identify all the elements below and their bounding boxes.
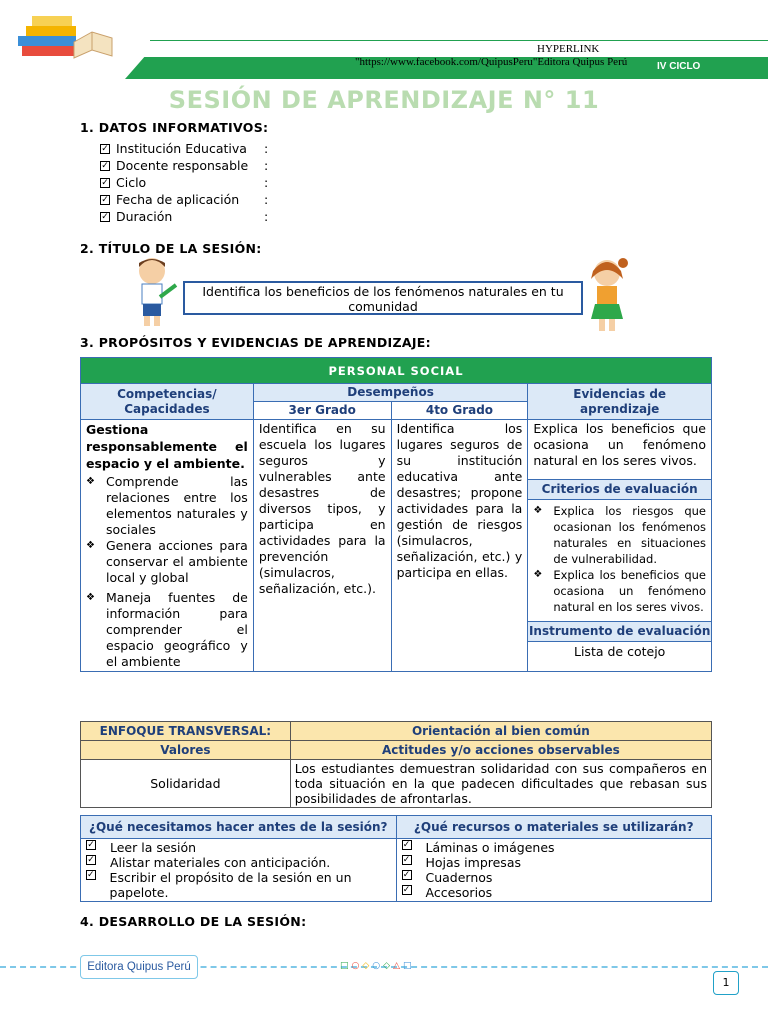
recurso-text: Cuadernos [425, 870, 493, 885]
datos-item [100, 140, 268, 157]
grade3-header: 3er Grado [253, 402, 391, 420]
grade4-header: 4to Grado [391, 402, 528, 420]
recurso-item [402, 885, 707, 900]
section1-heading: 1. DATOS INFORMATIVOS: [80, 120, 269, 135]
enfoque-value: Orientación al bien común [290, 722, 711, 741]
antes-text: Escribir el propósito de la sesión en un papelote. [109, 870, 352, 900]
diamond-bullet-icon: ❖ [86, 592, 95, 603]
antes-item [86, 855, 391, 870]
evidencia-cell: Explica los beneficios que ocasiona un fenómeno natural en los seres vivos. [528, 420, 712, 480]
checkbox-icon: ✓ [87, 870, 95, 880]
hyperlink-label[interactable]: HYPERLINK [537, 43, 600, 55]
diamond-bullet-icon: ❖ [86, 540, 95, 551]
diamond-bullet-icon: ❖ [86, 476, 95, 487]
datos-label: Fecha de aplicación [116, 192, 240, 207]
checkbox-icon: ✓ [101, 211, 109, 222]
antes-item [86, 840, 391, 855]
datos-label: Institución Educativa [116, 141, 247, 156]
competencia-text: Gestiona responsablemente el espacio y el ambiente. [86, 422, 248, 471]
competencias-header: Competencias/ Capacidades [81, 384, 254, 420]
datos-sep: : [264, 158, 269, 173]
desempenos-header: Desempeños [253, 384, 528, 402]
datos-label: Duración [116, 209, 173, 224]
competencias-cell [81, 420, 254, 672]
recurso-text: Hojas impresas [425, 855, 521, 870]
datos-sep: : [264, 192, 269, 207]
datos-item [100, 174, 268, 191]
antes-cell [81, 839, 397, 902]
learning-table [80, 357, 712, 672]
valor-cell: Solidaridad [81, 760, 291, 808]
desempeno3-cell: Identifica en su escuela los lugares seguros y vulnerables ante desastres de diversos tipos, y participa en actividades para la prevención (simulacros, señalización, etc.). [253, 420, 391, 672]
girl-illustration [583, 255, 631, 335]
checkbox-icon: ✓ [87, 855, 95, 865]
criterio-text: Explica los beneficios que ocasiona un fenómeno natural en los seres vivos. [553, 568, 706, 614]
publisher-label: Editora Quipus Perú [80, 955, 198, 979]
antes-text: Alistar materiales con anticipación. [110, 855, 331, 870]
checkbox-icon: ✓ [101, 160, 109, 171]
page-number: 1 [713, 971, 739, 995]
criterio-text: Explica los riesgos que ocasionan los fenómenos naturales en situaciones de vulnerabilidad. [553, 504, 706, 566]
antes-item [86, 870, 391, 900]
antes-text: Leer la sesión [110, 840, 197, 855]
area-header: PERSONAL SOCIAL [81, 358, 712, 384]
valores-header: Valores [81, 741, 291, 760]
instrumento-header: Instrumento de evaluación [528, 622, 711, 642]
checkbox-icon: ✓ [87, 840, 95, 850]
datos-label: Ciclo [116, 175, 147, 190]
actitudes-header: Actitudes y/o acciones observables [290, 741, 711, 760]
recursos-cell [396, 839, 712, 902]
capacidad-item [86, 538, 248, 586]
capacidad-item [86, 474, 248, 538]
hyperlink-url[interactable]: "https://www.facebook.com/QuipusPeru"Editora Quipus Perú [355, 56, 628, 68]
datos-item [100, 191, 268, 208]
recurso-item [402, 855, 707, 870]
enfoque-table [80, 721, 712, 808]
checkbox-icon: ✓ [402, 855, 411, 865]
section3-heading: 3. PROPÓSITOS Y EVIDENCIAS DE APRENDIZAJE: [80, 335, 431, 350]
session-title-box: Identifica los beneficios de los fenómenos naturales en tu comunidad [183, 281, 583, 315]
criterio-item [533, 567, 706, 615]
capacidad-item [86, 590, 248, 670]
instrumento-value: Lista de cotejo [574, 644, 666, 659]
section4-heading: 4. DESARROLLO DE LA SESIÓN: [80, 914, 307, 929]
checkbox-icon: ✓ [402, 885, 411, 895]
books-logo [12, 12, 122, 62]
evidencias-header: Evidencias de aprendizaje [528, 384, 712, 420]
checkbox-icon: ✓ [101, 177, 109, 188]
capacidad-text: Genera acciones para conservar el ambiente local y global [106, 538, 248, 585]
criterios-header: Criterios de evaluación [528, 480, 711, 500]
datos-sep: : [264, 141, 269, 156]
actitud-cell: Los estudiantes demuestran solidaridad con sus compañeros en toda situación en la que padecen dificultades que rebasan sus posibilidades de afrontarlas. [290, 760, 711, 808]
instrumento-cell [528, 622, 712, 672]
diamond-bullet-icon: ❖ [533, 505, 543, 516]
section2-heading: 2. TÍTULO DE LA SESIÓN: [80, 241, 262, 256]
checkbox-icon: ✓ [101, 194, 109, 205]
desempeno4-cell: Identifica los lugares seguros de su institución educativa ante desastres; propone actividades para la gestión de riesgos (simulacros, señalización, etc.) y participa en ellas. [391, 420, 528, 672]
diamond-bullet-icon: ❖ [533, 569, 543, 580]
datos-item [100, 157, 268, 174]
antes-header: ¿Qué necesitamos hacer antes de la sesión? [81, 816, 397, 839]
preparation-table [80, 815, 712, 902]
criterio-item [533, 503, 706, 567]
decorative-shapes-icon: □○◇○◇△□ [340, 961, 415, 971]
recursos-header: ¿Qué recursos o materiales se utilizarán? [396, 816, 712, 839]
page-title: SESIÓN DE APRENDIZAJE N° 11 [168, 86, 600, 114]
datos-sep: : [264, 209, 269, 224]
boy-illustration [130, 255, 178, 330]
recurso-item [402, 840, 707, 855]
recurso-item [402, 870, 707, 885]
capacidad-text: Comprende las relaciones entre los elementos naturales y sociales [106, 474, 248, 537]
cycle-label: IV CICLO [657, 61, 701, 72]
datos-item [100, 208, 268, 225]
checkbox-icon: ✓ [402, 870, 411, 880]
checkbox-icon: ✓ [402, 840, 411, 850]
checkbox-icon: ✓ [101, 143, 109, 154]
capacidad-text: Maneja fuentes de información para comprender el espacio geográfico y el ambiente [106, 590, 248, 669]
recurso-text: Accesorios [425, 885, 493, 900]
enfoque-label: ENFOQUE TRANSVERSAL: [81, 722, 291, 741]
datos-label: Docente responsable [116, 158, 249, 173]
header-line [150, 40, 768, 41]
criterios-cell [528, 480, 712, 622]
datos-list [100, 140, 268, 225]
datos-sep: : [264, 175, 269, 190]
recurso-text: Láminas o imágenes [425, 840, 555, 855]
